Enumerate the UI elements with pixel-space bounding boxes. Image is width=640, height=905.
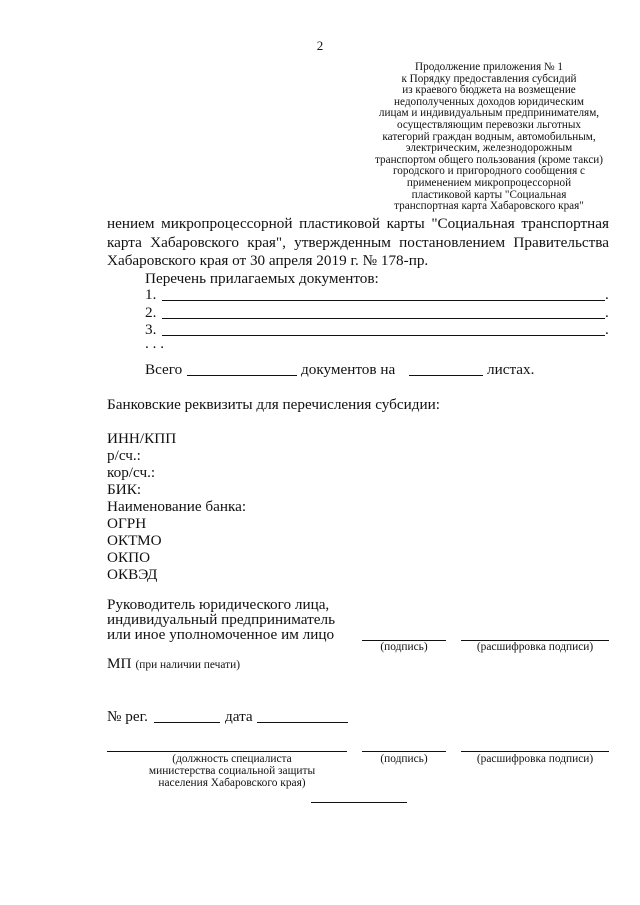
reg-number-line[interactable] <box>154 722 220 723</box>
reg-label: № рег. <box>107 708 148 725</box>
paragraph-line-1: нением микропроцессорной пластиковой карты "Социальная транспортная <box>107 215 609 232</box>
head-sign-caption: (подпись) <box>380 641 428 653</box>
stamp-area <box>107 655 240 673</box>
doc-item-2-line[interactable] <box>162 318 605 319</box>
total-prefix: Всего <box>145 361 183 378</box>
documents-title: Перечень прилагаемых документов: <box>145 270 379 287</box>
doc-ellipsis: . . . <box>145 335 164 352</box>
specialist-bottom-line[interactable] <box>311 802 407 803</box>
paragraph-line-3: Хабаровского края от 30 апреля 2019 г. № 178-пр. <box>107 252 429 269</box>
date-line[interactable] <box>257 722 348 723</box>
head-title-line-3: или иное уполномоченное им лицо <box>107 626 335 643</box>
paragraph-line-2: карта Хабаровского края", утвержденным постановлением Правительства <box>107 234 609 251</box>
header-line: категорий граждан водным, автомобильным, <box>382 130 596 143</box>
specialist-sign-caption: (подпись) <box>380 753 428 765</box>
header-line: городского и пригородного сообщения с <box>393 165 585 178</box>
doc-item-3-line[interactable] <box>162 335 605 336</box>
header-line: осуществляющим перевозки льготных <box>396 118 582 131</box>
total-count-line[interactable] <box>187 375 297 376</box>
header-line: лицам и индивидуальным предпринимателям, <box>378 107 600 120</box>
header-line: электрическим, железнодорожным <box>405 142 573 155</box>
doc-item-number: 1. <box>145 286 157 303</box>
header-line: пластиковой карты "Социальная <box>411 188 567 201</box>
bank-field-inn-kpp: ИНН/КПП <box>107 430 177 447</box>
total-suffix: листах. <box>487 361 535 378</box>
head-title-line-1: Руководитель юридического лица, <box>107 596 330 613</box>
header-line: транспортная карта Хабаровского края" <box>394 200 584 213</box>
specialist-caption-line: населения Хабаровского края) <box>158 777 306 789</box>
specialist-decode-line[interactable] <box>461 751 609 752</box>
specialist-signature-line[interactable] <box>362 751 446 752</box>
bank-field-ogrn: ОГРН <box>107 515 147 532</box>
specialist-position-line[interactable] <box>107 751 347 752</box>
specialist-caption <box>107 753 357 789</box>
date-label: дата <box>225 708 253 725</box>
specialist-caption-line: министерства социальной защиты <box>148 765 316 777</box>
bank-field-okpo: ОКПО <box>107 549 151 566</box>
head-decode-caption: (расшифровка подписи) <box>476 641 594 653</box>
stamp-label: МП <box>107 655 132 672</box>
header-line: транспортом общего пользования (кроме такси) <box>374 153 603 166</box>
doc-item-number: 3. <box>145 321 157 338</box>
header-line: недополученных доходов юридическим <box>394 95 584 108</box>
bank-field-okved: ОКВЭД <box>107 566 158 583</box>
header-line: Продолжение приложения № 1 <box>415 61 563 73</box>
header-line: из краевого бюджета на возмещение <box>402 84 576 97</box>
total-middle: документов на <box>301 361 396 378</box>
bank-field-corr-account: кор/сч.: <box>107 464 156 481</box>
doc-item-end-mark: . <box>605 321 609 338</box>
doc-item-number: 2. <box>145 304 157 321</box>
bank-field-bank-name: Наименование банка: <box>107 498 247 515</box>
stamp-note: (при наличии печати) <box>135 659 241 671</box>
bank-field-oktmo: ОКТМО <box>107 532 162 549</box>
bank-title: Банковские реквизиты для перечисления субсидии: <box>107 396 440 413</box>
specialist-caption-line: (должность специалиста <box>172 753 292 765</box>
bank-field-bik: БИК: <box>107 481 142 498</box>
total-sheets-line[interactable] <box>409 375 483 376</box>
doc-item-end-mark: . <box>605 286 609 303</box>
page-number: 2 <box>316 38 324 53</box>
specialist-decode-caption: (расшифровка подписи) <box>476 753 594 765</box>
bank-field-account: р/сч.: <box>107 447 141 464</box>
head-title-line-2: индивидуальный предприниматель <box>107 611 335 628</box>
header-line: применением микропроцессорной <box>406 176 572 189</box>
appendix-header <box>352 62 626 213</box>
header-line: к Порядку предоставления субсидий <box>401 72 577 85</box>
doc-item-1-line[interactable] <box>162 300 605 301</box>
doc-item-end-mark: . <box>605 304 609 321</box>
